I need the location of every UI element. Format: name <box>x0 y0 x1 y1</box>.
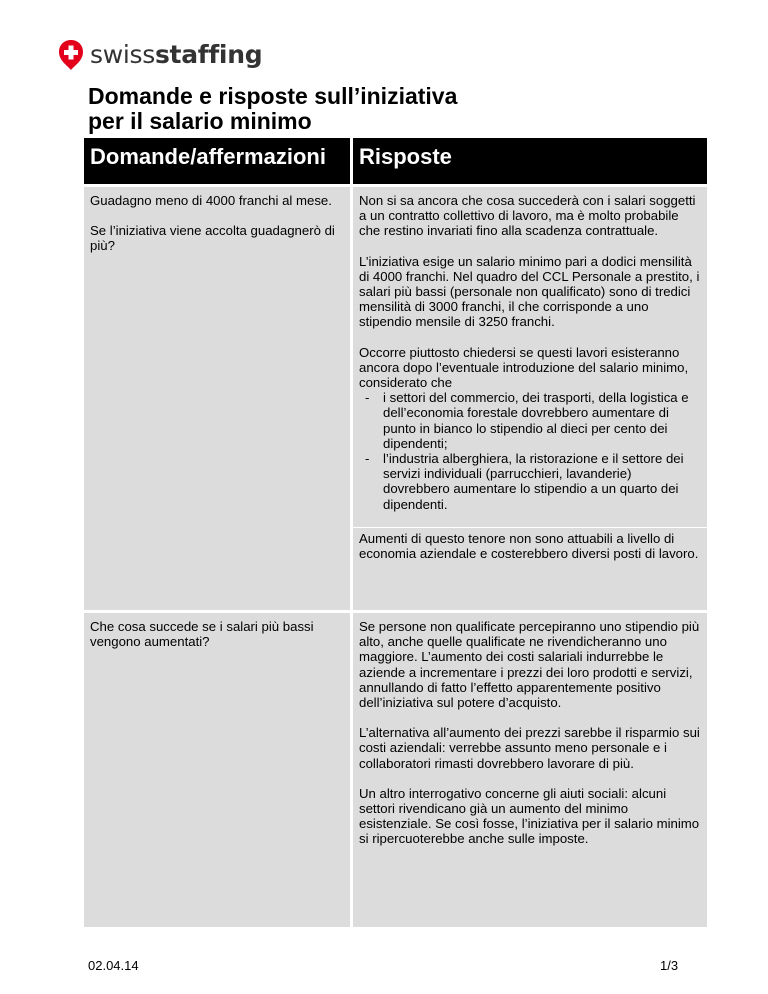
swissstaffing-logo <box>58 38 262 72</box>
footer-date: 02.04.14 <box>88 958 139 973</box>
answer-paragraph: L’alternativa all’aumento dei prezzi sarebbe il risparmio sui costi aziendali: verrebbe assunto meno personale e i collaboratori rimasti dovrebbero lavorare di più. <box>359 725 700 771</box>
answer-cell <box>350 613 707 927</box>
question-text: Se l’iniziativa viene accolta guadagnerò di più? <box>90 223 335 254</box>
answer-paragraph: Non si sa ancora che cosa succederà con i salari soggetti a un contratto collettivo di lavoro, ma è molto probabile che restino invariati fino alla scadenza contrattuale. <box>359 193 696 239</box>
answer-paragraph: Occorre piuttosto chiedersi se questi lavori esisteranno ancora dopo l’eventuale introduzione del salario minimo, considerato che <box>359 344 689 391</box>
list-item: - l’industria alberghiera, la ristorazione e il settore dei servizi individuali (parrucchieri, lavanderie) dovrebbero aumentare lo stipendio a un quarto dei dipendenti. <box>359 451 701 512</box>
table-header <box>84 138 707 184</box>
title-line-1: Domande e risposte sull’iniziativa <box>88 83 458 109</box>
answer-paragraph: Un altro interrogativo concerne gli aiuti sociali: alcuni settori rivendicano già un aumento del minimo esistenziale. Se così fosse, l’iniziativa per il salario minimo si ripercuoterebbe anche sulle imposte. <box>359 785 700 847</box>
qa-table <box>84 138 707 927</box>
answer-paragraph-with-list <box>359 345 701 512</box>
logo-wordmark <box>90 40 262 70</box>
question-text: Che cosa succede se i salari più bassi vengono aumentati? <box>90 619 314 650</box>
logo-text-light: swiss <box>90 40 155 69</box>
table-row <box>84 610 707 927</box>
header-answers: Risposte <box>350 138 707 184</box>
answer-cell <box>350 187 707 610</box>
answer-paragraph: Se persone non qualificate percepiranno uno stipendio più alto, anche quelle qualificate ne rivendicheranno uno maggiore. L’aumento dei costi salariali indurrebbe le aziende a incrementare i prezzi dei loro prodotti e servizi, annullando di fatto l’effetto apparentemente positivo dell’iniziativa sul potere d’acquisto. <box>359 619 700 711</box>
answer-paragraph: Aumenti di questo tenore non sono attuabili a livello di economia aziendale e costerebbero diversi posti di lavoro. <box>353 527 707 561</box>
question-cell <box>84 613 350 927</box>
title-line-2: per il salario minimo <box>88 108 312 134</box>
question-cell <box>84 187 350 610</box>
page-number: 1/3 <box>660 958 679 973</box>
table-row <box>84 184 707 610</box>
logo-text-bold: staffing <box>154 40 263 69</box>
question-text: Guadagno meno di 4000 franchi al mese. <box>90 193 332 208</box>
answer-bullet-list <box>359 390 701 512</box>
swiss-cross-icon <box>58 39 84 71</box>
header-questions: Domande/affermazioni <box>90 144 326 169</box>
page-title <box>88 84 648 134</box>
list-item: - i settori del commercio, dei trasporti, della logistica e dell’economia forestale dovrebbero aumentare di punto in bianco lo stipendio al dieci per cento dei dipendenti; <box>359 390 701 451</box>
answer-paragraph: L’iniziativa esige un salario minimo pari a dodici mensilità di 4000 franchi. Nel quadro del CCL Personale a prestito, i salari più bassi (personale non qualificato) sono di tredici mensilità di 3000 franchi, il che corrisponde a uno stipendio mensile di 3250 franchi. <box>359 253 700 330</box>
